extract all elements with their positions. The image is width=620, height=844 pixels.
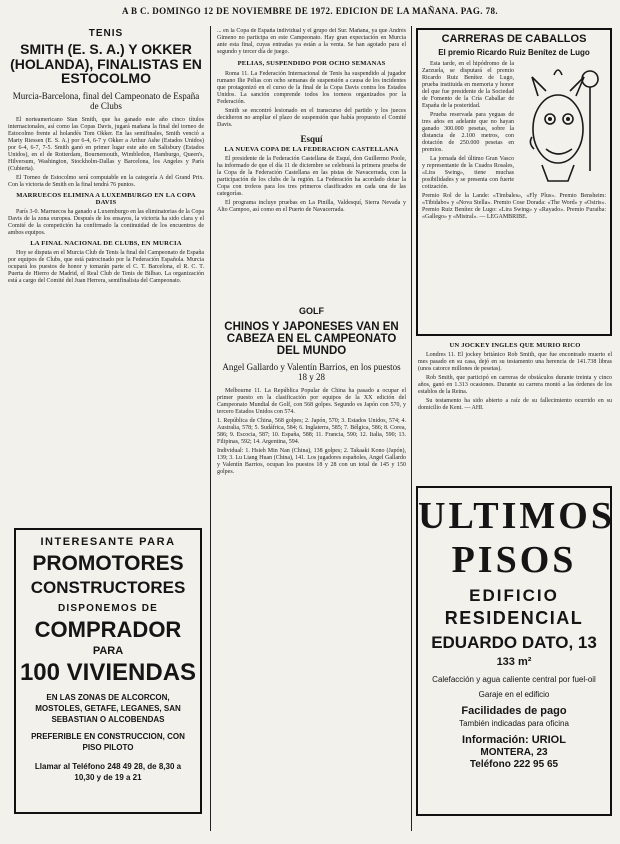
ad-line: Llamar al Teléfono 248 49 28, de 8,30 a 10,30 y de 19 a 21 — [34, 762, 182, 782]
article-paragraph: El Torneo de Estocolmo será computable en la categoría A del Grand Prix. Con la victoria de Smith en la final tendrá 76 puntos. — [8, 175, 204, 189]
ad-line: Calefacción y agua caliente central por fuel-oil — [432, 675, 596, 684]
section-label: GOLF — [299, 306, 324, 316]
ad-line: Información: URIOL — [462, 734, 566, 746]
subheadline: El premio Ricardo Ruiz Benítez de Lugo — [438, 47, 590, 57]
ad-line: También indicadas para oficina — [459, 719, 569, 728]
article-paragraph: El presidente de la Federación Castellana de Esquí, don Guillermo Poole, ha informado de que el día 11 de diciembre se celebrará la primera prueba de la Copa de la Federación Castellana en las pistas de Navacerrada, con la participación de los clubs de la región. La Federación ha acordado dotar la Copa con trofeos para los tres primeros clasificados en cada una de las categorías. — [217, 156, 406, 197]
section-label: Esquí — [300, 134, 323, 144]
article-paragraph: Rob Smith, que participó en carreras de obstáculos durante treinta y cinco años, ganó en 1.313 ocasiones. Durante su carrera montó a las órdenes de los establos de la Reina. — [418, 375, 612, 395]
article-paragraph: Smith se encontró lesionado en el transcurso del partido y los jueces decidieron no ampliar el plazo de suspensión que había propuesto el Comité Davis. — [217, 108, 406, 128]
results-list: 1. República de China, 568 golpes; 2. Japón, 570; 3. Estados Unidos, 574; 4. Australia, 578; 5. Sudáfrica, 584; 6. Inglaterra, 585; 7. Bélgica, 586; 8. Corea, 586; 9. Escocia, 587; 10. España, 588; 11. Francia, 590; 12. Italia, 590; 13. Filipinas, 592; 14. Argentina, 594. — [217, 418, 406, 446]
ad-line: RESIDENCIAL — [444, 608, 584, 628]
picks-list: Premio Rol de la Lande: «Timbales», «Fly Plus». Premio Bensheim: «Tibidabo» y «Nova Stella». Premio Cose Dorada: «The Word» y «Osiris». Premio Ruiz Benítez de Lugo: «Lira Swing» y «Rayado». Premio Furaiba: «Gallego» y «Mistral». — LEGAMBRIBE. — [422, 192, 606, 220]
section-label: TENIS — [88, 28, 124, 39]
main-headline: CHINOS Y JAPONESES VAN EN CABEZA EN EL CAMPEONATO DEL MUNDO — [224, 321, 399, 358]
ad-line: PARA — [92, 645, 124, 657]
article-paragraph: Hoy se disputa en el Murcia Club de Tenis la final del Campeonato de España por equipos de Clubs, que está patrocinado por la Federación Española. Murcia ocupará los puestos de honor y tomarán parte el C. T. Barcelona, el R. C. T. Puerta de Hierro de Madrid, el Real Club de Tenis de Bilbao. La organización está a cargo del Comité del Juan Herrera, semifinalista del Campeonato. — [8, 250, 204, 285]
advertisement-box — [14, 528, 202, 814]
article-paragraph: Prueba reservada para yeguas de tres años en adelante que no hayan ganado 300.000 pesetas, sobre la distancia de 2.100 metros, con dotación de 250.000 pesetas en premios. — [422, 111, 514, 153]
subheadline: Murcia-Barcelona, final del Campeonato de España de Clubs — [12, 91, 200, 112]
article-paragraph: Esta tarde, en el hipódromo de la Zarzuela, se disputará el premio Ricardo Ruiz Benítez de Lugo, prueba instituida en memoria y honor del que fue presidente de la Sociedad de Fomento de la Cría Caballar de España de la posteridad. — [422, 60, 514, 109]
article-paragraph: El norteamericano Stan Smith, que ha ganado este año cinco títulos internacionales, así como las Copas Davis, jugará mañana la final del torneo de Estocolmo frente al holandés Tom Okker. En las semifinales, Smith venció a Marty Riessen (E. S. A.) por 6-4, 6-7 y Okker a Arthur Ashe (Estados Unidos) por 6-4, 6-7, 7-5. Smith ganó en primer lugar este año en Salisbury (Estados Unidos), en el de Rotterdam, Bournemouth, Wimbledon, Hamburgo, Queen's, Hilversum, Washington, Stockholm-Dallas y Barcelona, los Angeles y París (Cubierta). — [8, 117, 204, 173]
ad-line: EN LAS ZONAS DE ALCORCON, MOSTOLES, GETAFE, LEGANES, SAN SEBASTIAN O ALCOBENDAS — [35, 693, 181, 724]
ad-line: ULTIMOS — [418, 495, 615, 537]
advertisement-box — [416, 486, 615, 816]
ad-line: INTERESANTE PARA — [40, 536, 176, 548]
article-paragraph: Roma 11. La Federación Internacional de Tenis ha suspendido al jugador rumano Ilie Pelias con ocho semanas de suspensión a causa de los incidentes que protagonizó en el curso de la final de la Copa Davis contra los Estados Unidos. La sanción comprende todos los torneos organizados por la Federación. — [217, 71, 406, 105]
ad-line: COMPRADOR — [34, 617, 182, 642]
subheading: LA FINAL NACIONAL DE CLUBS, EN MURCIA — [30, 240, 182, 248]
jockey-article — [418, 342, 612, 480]
horse-racing-box — [416, 28, 612, 336]
ad-line: PROMOTORES — [32, 552, 184, 575]
ad-line: Garaje en el edificio — [478, 690, 550, 699]
left-column — [8, 28, 204, 528]
main-headline: CARRERAS DE CABALLOS — [441, 33, 587, 45]
ad-line: DISPONEMOS DE — [57, 603, 159, 614]
article-paragraph: París 3-0. Marruecos ha ganado a Luxemburgo en las eliminatorias de la Copa Davis de la zona europea. Después de los ensayos, la victoria ha sido clara y el Comité de la competición ha confirmado la continuidad de los encuentros de ambos equipos. — [8, 209, 204, 237]
page-header: A B C. DOMINGO 12 DE NOVIEMBRE DE 1972. EDICION DE LA MAÑANA. PAG. 78. — [121, 6, 499, 16]
article-paragraph: Londres 11. El jockey británico Rob Smith, que fue encontrado muerto el mes pasado en su casa, dejó en su testamento una herencia de 141.738 libras (unos catorce millones de pesetas). — [418, 352, 612, 372]
ad-line: Teléfono 222 95 65 — [469, 759, 559, 770]
ad-line: EDIFICIO — [469, 586, 559, 605]
subheading: PELIAS, SUSPENDIDO POR OCHO SEMANAS — [237, 60, 386, 67]
article-paragraph: Individual: 1. Hsieh Min Nan (China), 138 golpes; 2. Takaaki Kono (Japón), 139; 3. Lu Liang Huan (China), 141. Los jugadores españoles, Angel Gallardo y Valentín Barrios, ocupan los puestos 18 y 28 con un total de 145 y 150 golpes. — [217, 448, 406, 476]
ad-line: MONTERA, 23 — [480, 747, 548, 758]
subheadline: Angel Gallardo y Valentín Barrios, en los puestos 18 y 28 — [222, 362, 401, 383]
subheading: MARRUECOS ELIMINA A LUXEMBURGO EN LA COPA DAVIS — [16, 192, 196, 207]
main-headline: SMITH (E. S. A.) Y OKKER (HOLANDA), FINALISTAS EN ESTOCOLMO — [10, 41, 202, 87]
ad-line: EDUARDO DATO, 13 — [431, 633, 597, 652]
horse-illustration — [518, 61, 606, 189]
article-paragraph: ... en la Copa de España individual y el grupo del Sur. Mañana, ya que Andrés Gimeno no participa en este Campeonato. Hay gran expectación en Murcia ante esta final, cuyas entradas ya están a la venta. Se han agotado para el segundo y tercer día de juego. — [217, 28, 406, 55]
subheading: UN JOCKEY INGLES QUE MURIO RICO — [449, 342, 581, 349]
ad-line: 133 m² — [496, 656, 532, 668]
article-paragraph: La jornada del último Gran Vasco y representante de la Cuadra Rosales, «Lira Swing», tiene muchas posibilidades y se presenta con fuerte cotización. — [422, 155, 514, 190]
column-divider — [411, 26, 412, 831]
ad-line: Facilidades de pago — [461, 705, 567, 717]
column-divider — [210, 26, 211, 831]
subheading: LA NUEVA COPA DE LA FEDERACION CASTELLANA — [224, 146, 399, 153]
ad-line: PISOS — [451, 539, 577, 581]
ad-line: PREFERIBLE EN CONSTRUCCION, CON PISO PILOTO — [31, 732, 185, 752]
middle-column — [217, 28, 406, 834]
article-paragraph: Su testamento ha sido abierto a raíz de su fallecimiento ocurrido en su domicilio de Kent. — AHI. — [418, 398, 612, 411]
article-paragraph: Melbourne 11. La República Popular de China ha pasado a ocupar el primer puesto en la clasificación por equipos de la XX edición del Campeonato Mundial de Golf, con 568 golpes. Segundo es Japón con 570, y tercero Estados Unidos con 574. — [217, 388, 406, 416]
article-paragraph: El programa incluye pruebas en La Pinilla, Valdesquí, Sierra Nevada y Alto Campoo, así como en el Puerto de Navacerrada. — [217, 200, 406, 213]
ad-line: CONSTRUCTORES — [30, 578, 186, 597]
ad-line: 100 VIVIENDAS — [19, 659, 197, 686]
